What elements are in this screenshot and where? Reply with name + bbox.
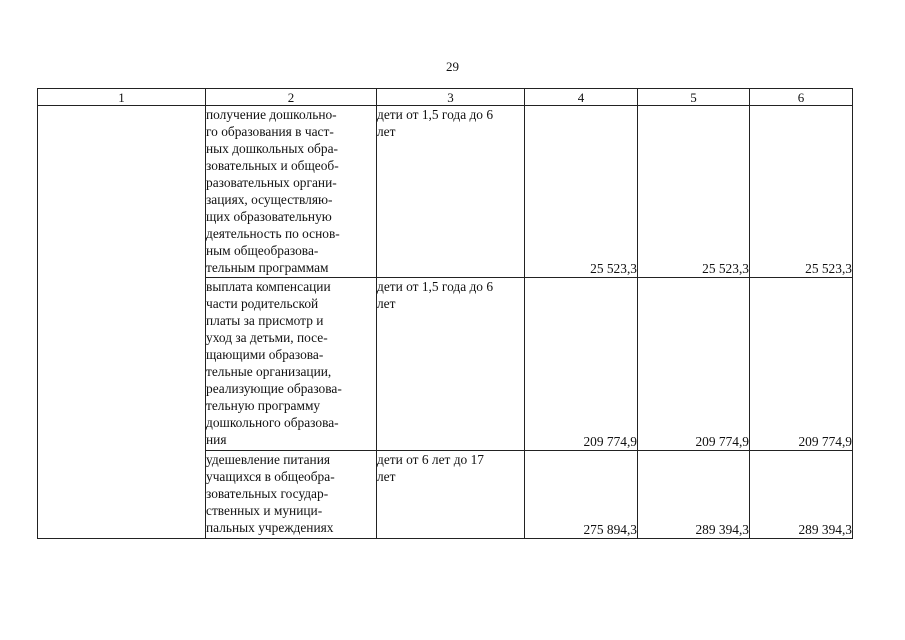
text-line: тельные организации, — [206, 364, 332, 379]
text-line: реализующие образова- — [206, 381, 342, 396]
text-line: ных дошкольных обра- — [206, 141, 338, 156]
text-line: ственных и муници- — [206, 503, 323, 518]
text-line: зовательных государ- — [206, 486, 329, 501]
text-line: уход за детьми, посе- — [206, 330, 328, 345]
text-line: части родительской — [206, 296, 319, 311]
text-line: зациях, осуществляю- — [206, 192, 333, 207]
recipient-category-cell — [377, 451, 525, 539]
column-header-1: 1 — [38, 89, 206, 106]
recipient-category-cell — [377, 106, 525, 278]
budget-table — [37, 88, 853, 539]
text-line: пальных учреждениях — [206, 520, 334, 535]
measure-description-cell — [206, 451, 377, 539]
text-line: дошкольного образова- — [206, 415, 339, 430]
value-cell-col6: 209 774,9 — [750, 278, 853, 451]
value-cell-col5: 289 394,3 — [638, 451, 750, 539]
text-line: щающими образова- — [206, 347, 324, 362]
column-header-4: 4 — [525, 89, 638, 106]
column-header-3: 3 — [377, 89, 525, 106]
text-line: получение дошкольно- — [206, 107, 337, 122]
text-line: тельным программам — [206, 260, 329, 275]
column-header-6: 6 — [750, 89, 853, 106]
text-line: дети от 6 лет до 17 — [377, 452, 484, 467]
value-cell-col4: 25 523,3 — [525, 106, 638, 278]
text-line: выплата компенсации — [206, 279, 331, 294]
text-line: дети от 1,5 года до 6 — [377, 279, 494, 294]
measure-description-cell — [206, 106, 377, 278]
column-header-2: 2 — [206, 89, 377, 106]
text-line: лет — [377, 469, 396, 484]
text-line: лет — [377, 296, 396, 311]
text-line: го образования в част- — [206, 124, 334, 139]
text-line: ния — [206, 432, 227, 447]
text-line: удешевление питания — [206, 452, 331, 467]
text-line: ным общеобразова- — [206, 243, 319, 258]
text-line: зовательных и общеоб- — [206, 158, 339, 173]
table-row — [38, 106, 853, 278]
value-cell-col5: 209 774,9 — [638, 278, 750, 451]
value-cell-col4: 209 774,9 — [525, 278, 638, 451]
text-line: деятельность по основ- — [206, 226, 340, 241]
measure-description-cell — [206, 278, 377, 451]
text-line: дети от 1,5 года до 6 — [377, 107, 494, 122]
text-line: лет — [377, 124, 396, 139]
value-cell-col4: 275 894,3 — [525, 451, 638, 539]
value-cell-col6: 25 523,3 — [750, 106, 853, 278]
column-header-5: 5 — [638, 89, 750, 106]
text-line: щих образовательную — [206, 209, 332, 224]
value-cell-col5: 25 523,3 — [638, 106, 750, 278]
text-line: тельную программу — [206, 398, 321, 413]
table-header-row — [38, 89, 853, 106]
text-line: учащихся в общеобра- — [206, 469, 335, 484]
text-line: разовательных органи- — [206, 175, 337, 190]
recipient-category-cell — [377, 278, 525, 451]
merged-empty-cell — [38, 106, 206, 539]
text-line: платы за присмотр и — [206, 313, 324, 328]
page-number: 29 — [446, 59, 459, 74]
value-cell-col6: 289 394,3 — [750, 451, 853, 539]
